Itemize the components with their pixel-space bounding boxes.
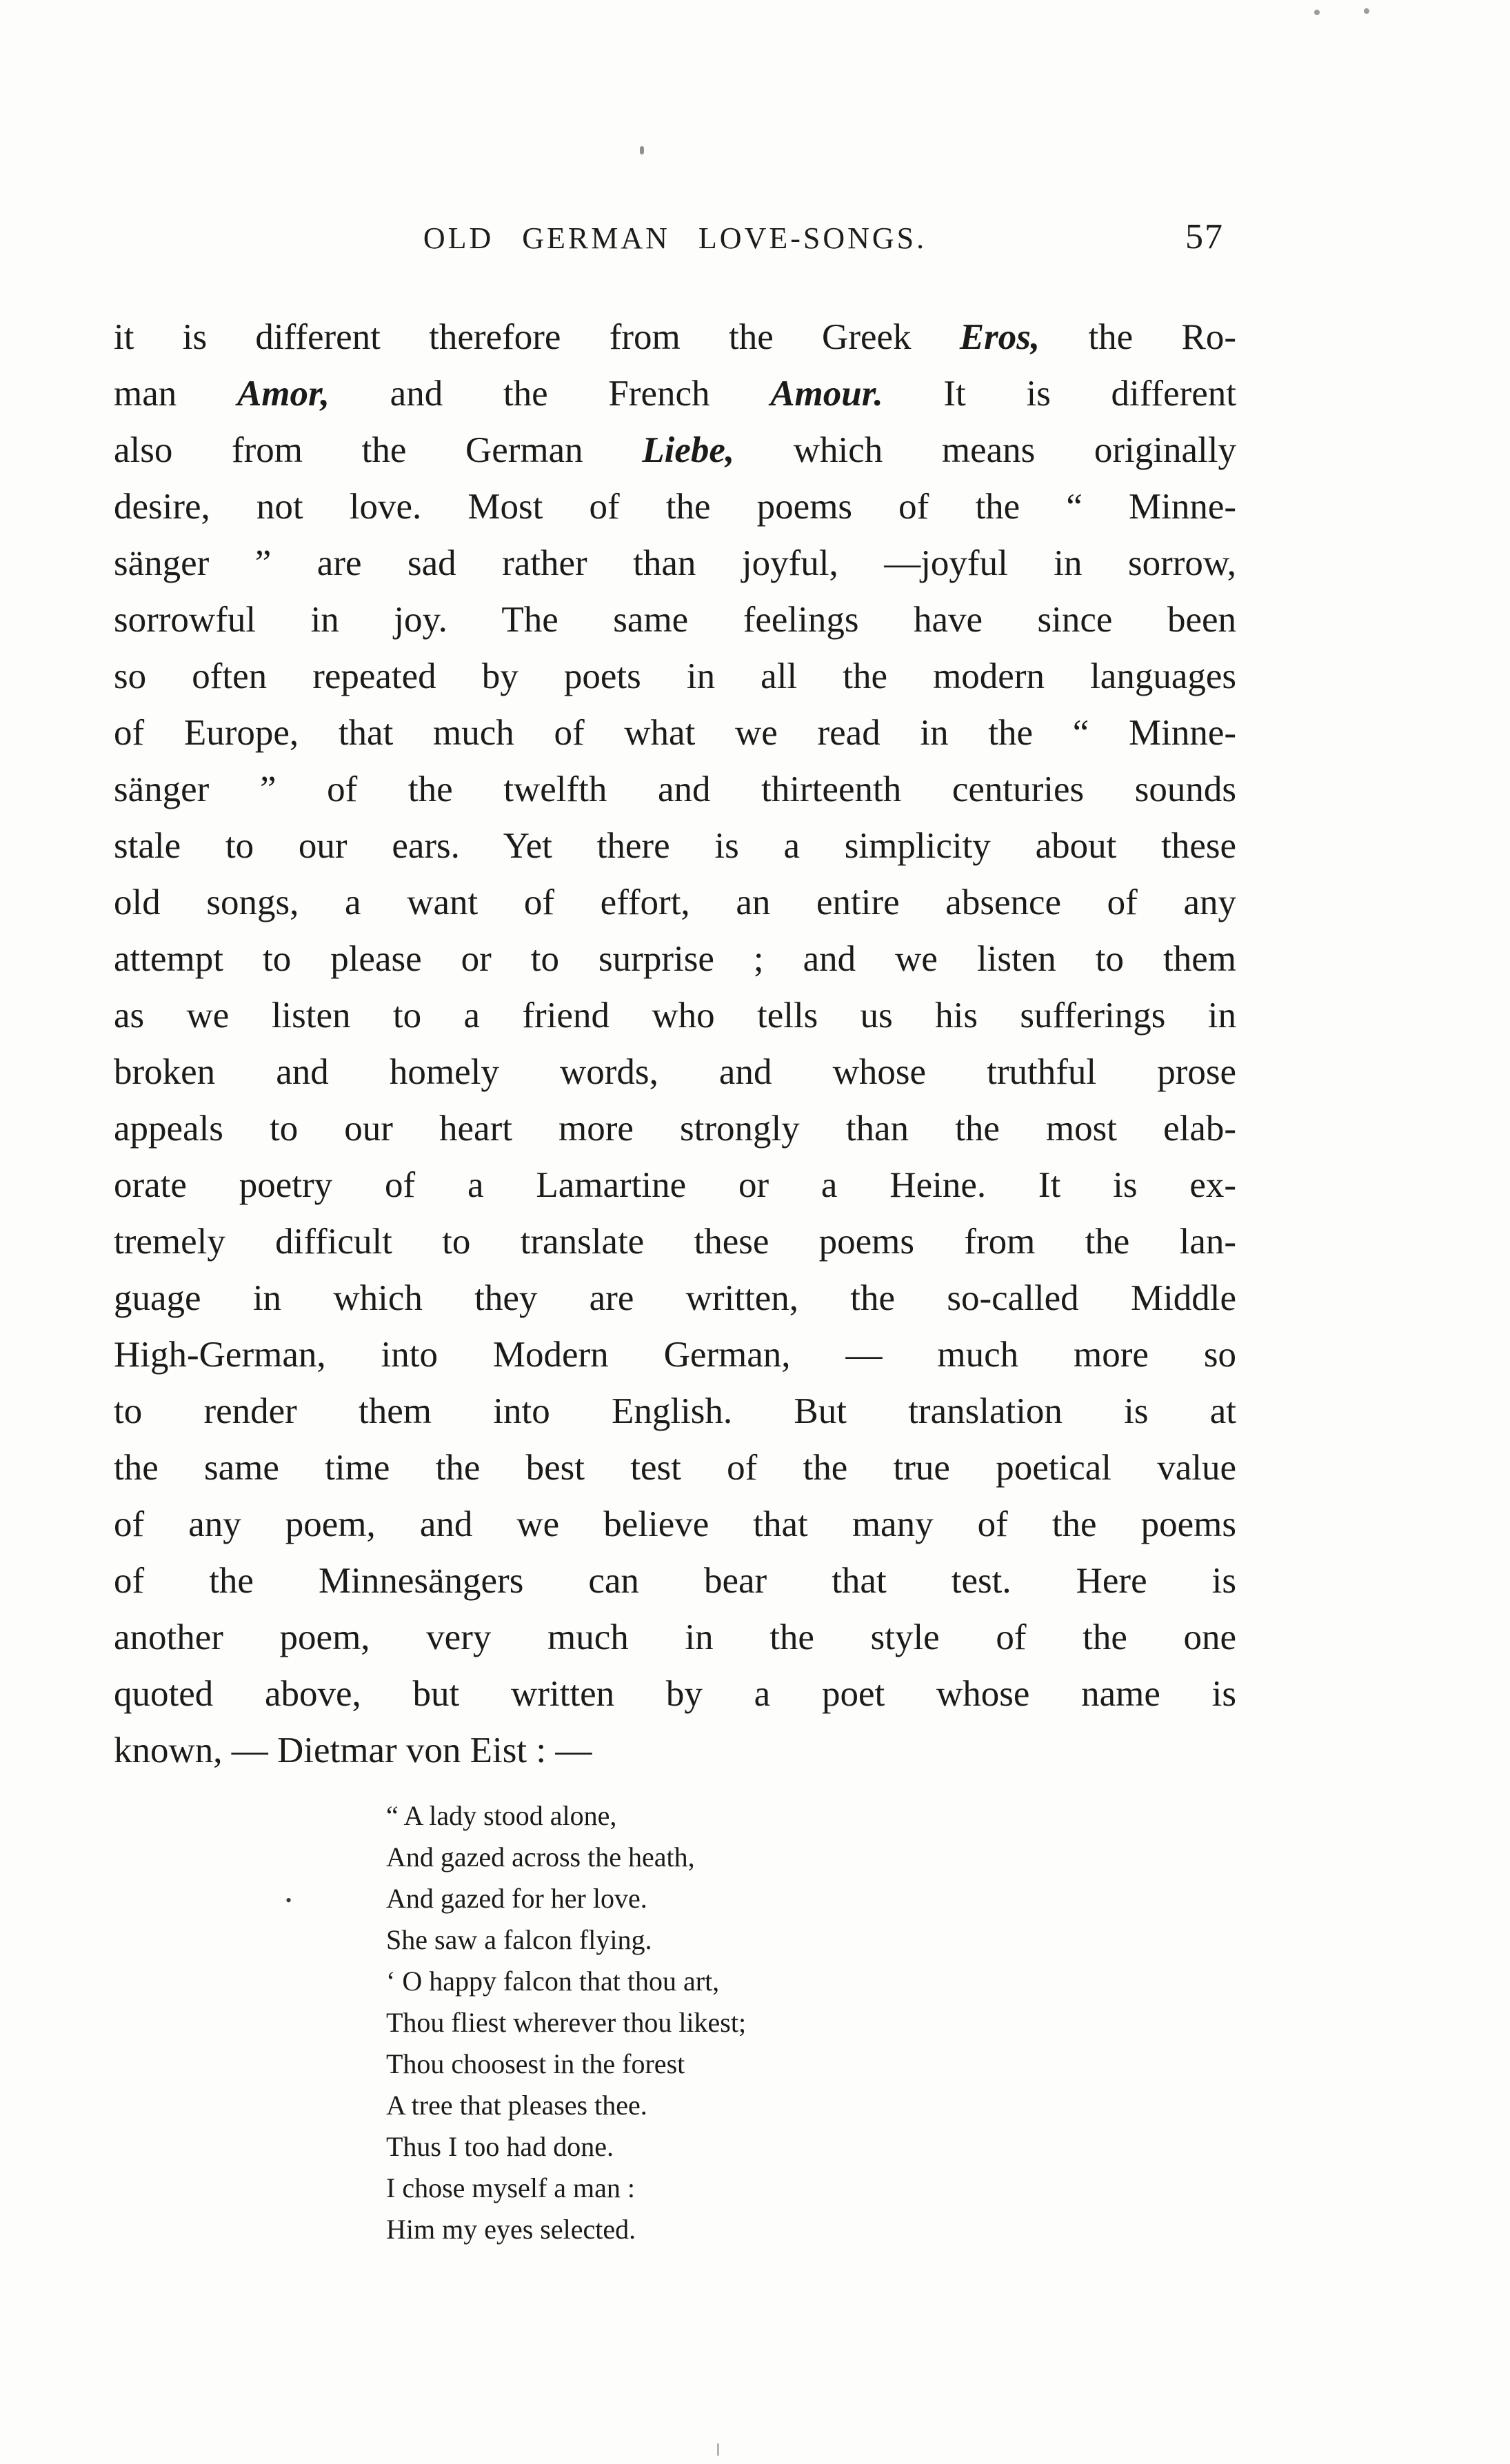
paragraph-line [114,1553,1236,1609]
paragraph-line [114,422,1236,478]
paragraph-line [114,309,1236,365]
poem [114,1795,1236,2250]
paragraph-line [114,1440,1236,1496]
paragraph-line [114,1609,1236,1666]
poem-line: Thus I too had done. [386,2131,614,2162]
poem-line: And gazed across the heath, [386,1841,695,1872]
paragraph-line [114,1326,1236,1383]
paragraph-line [114,478,1236,535]
body-text-run: another poem, very much in the style of the one [114,1617,1236,1657]
poem-line: I chose myself a man : [386,2172,635,2203]
body-text-run: known, — Dietmar von Eist : — [114,1730,592,1770]
body-text-run: as we listen to a friend who tells us his sufferings in [114,996,1236,1036]
poem-line: “ A lady stood alone, [386,1800,617,1831]
paragraph-line [114,1496,1236,1553]
paragraph [114,309,1236,1779]
running-title: OLD GERMAN LOVE-SONGS. [423,221,927,255]
page-header [114,217,1236,276]
body-text-run: desire, not love. Most of the poems of the “ Minne- [114,487,1236,527]
body-text-run: stale to our ears. Yet there is a simplicity about these [114,826,1236,866]
body-text-run: sänger ” of the twelfth and thirteenth centuries sounds [114,769,1236,809]
printers-mark-dot: • [285,1890,292,1910]
paragraph-line [114,1666,1236,1722]
body-text-run: guage in which they are written, the so-called Middle [114,1278,1236,1318]
paragraph-line [114,1722,1236,1779]
paragraph-line [114,648,1236,705]
paragraph-line [114,761,1236,818]
body-text-run: attempt to please or to surprise ; and we listen to them [114,939,1236,979]
body-text-run: of Europe, that much of what we read in the “ Minne- [114,713,1236,753]
paragraph-line [114,874,1236,931]
italic-text: Eros, [959,317,1040,357]
body-text-run: old songs, a want of effort, an entire absence of any [114,882,1236,922]
scan-speck [1364,8,1369,14]
paragraph-line [114,1270,1236,1326]
paragraph-line [114,535,1236,592]
poem-line: Him my eyes selected. [386,2214,636,2245]
body-text-run: and the French [329,374,771,414]
body-text-run: sänger ” are sad rather than joyful, —joyful in sorrow, [114,543,1236,583]
paragraph-line [114,365,1236,422]
paragraph-line [114,592,1236,648]
poem-line: Thou choosest in the forest [386,2048,685,2079]
body-text-run: the Ro- [1040,317,1237,357]
paragraph-line [114,1100,1236,1157]
paragraph-line [114,1157,1236,1213]
paragraph-line [114,1044,1236,1100]
body-text-run: also from the German [114,430,643,470]
body-text-run: the same time the best test of the true poetical value [114,1448,1236,1488]
body-text-run: tremely difficult to translate these poems from the lan- [114,1222,1236,1262]
scan-speck [1314,10,1320,15]
scan-speck [717,2443,719,2456]
paragraph-line [114,931,1236,987]
italic-text: Amour. [770,374,883,414]
body-text-run: It is different [883,374,1237,414]
italic-text: Amor, [236,374,330,414]
page-number: 57 [1185,217,1224,256]
paragraph-line [114,705,1236,761]
poem-line: ‘ O happy falcon that thou art, [386,1966,720,1997]
body-text-run: quoted above, but written by a poet whose name is [114,1674,1236,1714]
body-text-run: sorrowful in joy. The same feelings have since been [114,600,1236,640]
poem-line: And gazed for her love. [386,1883,647,1914]
body-text-run: broken and homely words, and whose truthful prose [114,1052,1236,1092]
paragraph-line [114,1383,1236,1440]
paragraph-line [114,818,1236,874]
poem-line: She saw a falcon flying. [386,1924,652,1955]
body-text-run: man [114,374,237,414]
body-text-run: appeals to our heart more strongly than the most elab- [114,1109,1236,1149]
body-text-run: orate poetry of a Lamartine or a Heine. It is ex- [114,1165,1236,1205]
body-text-run: which means originally [734,430,1236,470]
body-text-run: of the Minnesängers can bear that test. Here is [114,1561,1236,1601]
body-text-run: of any poem, and we believe that many of the poems [114,1504,1236,1544]
poem-line: A tree that pleases thee. [386,2090,647,2121]
body-text [114,309,1236,2250]
paragraph-line [114,1213,1236,1270]
scan-speck [640,146,644,154]
body-text-run: High-German, into Modern German, — much more so [114,1335,1236,1375]
italic-text: Liebe, [642,430,735,470]
body-text-run: so often repeated by poets in all the modern languages [114,656,1236,696]
paragraph-line [114,987,1236,1044]
body-text-run: it is different therefore from the Greek [114,317,960,357]
body-text-run: to render them into English. But translation is at [114,1391,1236,1431]
poem-line: Thou fliest wherever thou likest; [386,2007,747,2038]
